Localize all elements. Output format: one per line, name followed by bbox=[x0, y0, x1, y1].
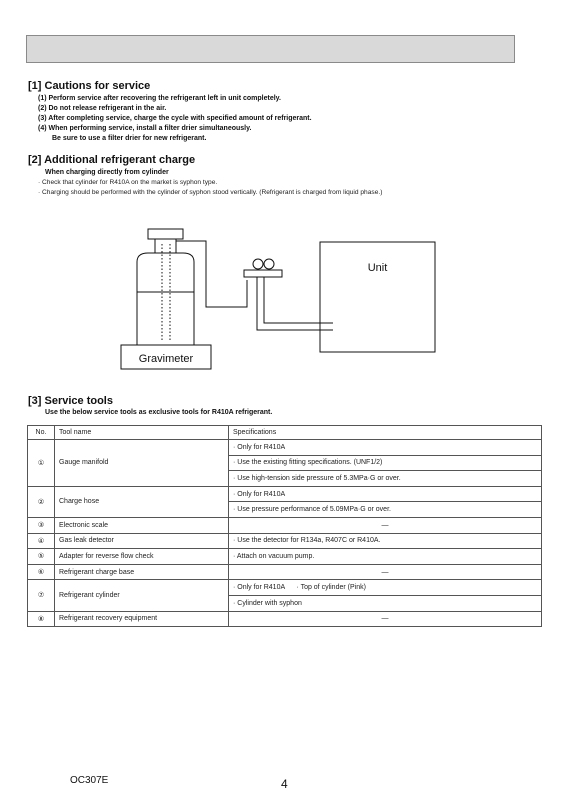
gauge-manifold-body bbox=[244, 270, 282, 277]
table-row bbox=[28, 580, 542, 596]
caution-item: Be sure to use a filter drier for new refrigerant. bbox=[52, 135, 207, 142]
tool-name: Electronic scale bbox=[55, 517, 229, 533]
section1-title: [1] Cautions for service bbox=[28, 80, 151, 92]
caution-item: (2) Do not release refrigerant in the air. bbox=[38, 105, 167, 112]
refrigerant-cylinder bbox=[137, 253, 194, 345]
tool-no: ⑤ bbox=[28, 549, 55, 565]
section2-note: · Check that cylinder for R410A on the market is syphon type. bbox=[38, 179, 218, 186]
pipe-to-unit bbox=[264, 277, 333, 323]
table-row bbox=[28, 564, 542, 580]
tool-spec: · Only for R410A bbox=[229, 486, 542, 502]
tool-name: Refrigerant charge base bbox=[55, 564, 229, 580]
tool-no: ④ bbox=[28, 533, 55, 549]
table-row bbox=[28, 486, 542, 502]
tool-spec: · Attach on vacuum pump. bbox=[229, 549, 542, 565]
section3-title: [3] Service tools bbox=[28, 395, 113, 407]
tool-spec: · Use the existing fitting specifications. (UNF1/2) bbox=[229, 455, 542, 471]
tool-no: ① bbox=[28, 440, 55, 487]
tool-name: Refrigerant cylinder bbox=[55, 580, 229, 611]
cylinder-cap bbox=[148, 229, 183, 239]
tool-spec: — bbox=[229, 517, 542, 533]
tool-spec: · Use pressure performance of 5.09MPa·G or over. bbox=[229, 502, 542, 518]
section3-subtitle: Use the below service tools as exclusive tools for R410A refrigerant. bbox=[45, 409, 273, 416]
table-row bbox=[28, 533, 542, 549]
pipe-to-unit bbox=[257, 277, 333, 330]
charge-hose bbox=[176, 241, 247, 307]
tool-name: Gas leak detector bbox=[55, 533, 229, 549]
tool-name: Charge hose bbox=[55, 486, 229, 517]
tool-no: ⑥ bbox=[28, 564, 55, 580]
section2-note: · Charging should be performed with the cylinder of syphon stood vertically. (Refrigerant is charged from liquid phase.) bbox=[38, 189, 383, 196]
table-row bbox=[28, 517, 542, 533]
gauge-right bbox=[264, 259, 274, 269]
gravimeter-label: Gravimeter bbox=[138, 353, 194, 365]
column-header: No. bbox=[28, 426, 55, 440]
tool-name: Refrigerant recovery equipment bbox=[55, 611, 229, 627]
tool-spec: · Use high-tension side pressure of 5.3MPa·G or over. bbox=[229, 471, 542, 487]
tool-no: ② bbox=[28, 486, 55, 517]
section2-title: [2] Additional refrigerant charge bbox=[28, 154, 196, 166]
cylinder-valve bbox=[155, 239, 176, 253]
table-row bbox=[28, 611, 542, 627]
tool-no: ③ bbox=[28, 517, 55, 533]
caution-item: (4) When performing service, install a filter drier simultaneously. bbox=[38, 125, 252, 132]
document-code: OC307E bbox=[70, 775, 109, 786]
tool-no: ⑧ bbox=[28, 611, 55, 627]
table-row bbox=[28, 440, 542, 456]
page-number: 4 bbox=[281, 777, 288, 791]
service-tools-table bbox=[27, 425, 542, 627]
unit-box bbox=[320, 242, 435, 352]
tool-spec: · Use the detector for R134a, R407C or R410A. bbox=[229, 533, 542, 549]
caution-item: (3) After completing service, charge the cycle with specified amount of refrigerant. bbox=[38, 115, 312, 122]
tool-spec: · Only for R410A bbox=[229, 440, 542, 456]
header-bar bbox=[26, 35, 515, 63]
tool-spec: — bbox=[229, 564, 542, 580]
column-header: Specifications bbox=[229, 426, 542, 440]
caution-item: (1) Perform service after recovering the refrigerant left in unit completely. bbox=[38, 95, 281, 102]
column-header: Tool name bbox=[55, 426, 229, 440]
table-header-row bbox=[28, 426, 542, 440]
table-row bbox=[28, 549, 542, 565]
tool-name: Gauge manifold bbox=[55, 440, 229, 487]
tool-spec: · Cylinder with syphon bbox=[229, 595, 542, 611]
gauge-left bbox=[253, 259, 263, 269]
tool-spec: · Only for R410A · Top of cylinder (Pink) bbox=[229, 580, 542, 596]
section2-subtitle: When charging directly from cylinder bbox=[45, 169, 169, 176]
unit-label: Unit bbox=[367, 262, 388, 274]
tool-no: ⑦ bbox=[28, 580, 55, 611]
tool-name: Adapter for reverse flow check bbox=[55, 549, 229, 565]
tool-spec: — bbox=[229, 611, 542, 627]
